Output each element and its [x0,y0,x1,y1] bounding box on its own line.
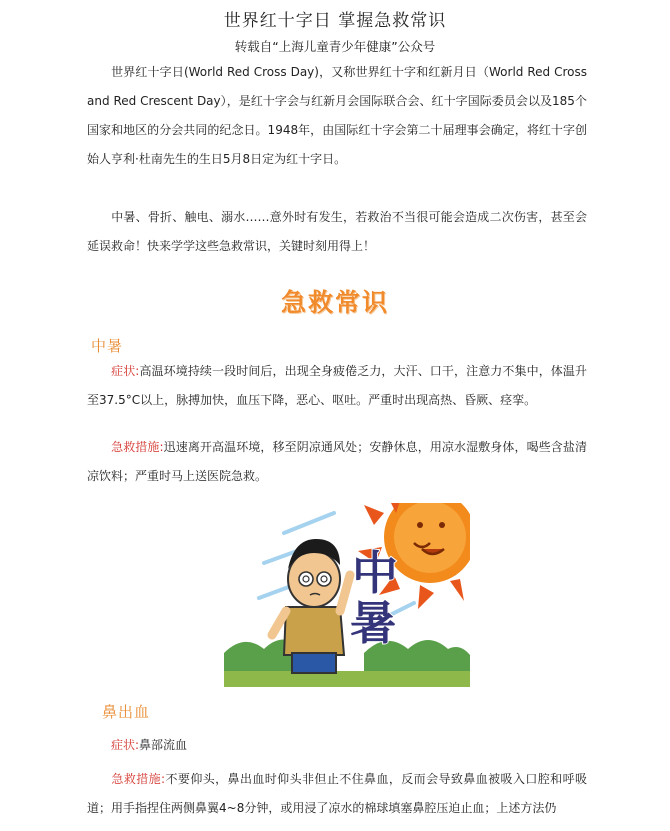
nosebleed-measures [87,765,587,823]
symptom-label: 症状: [111,738,140,752]
intro-paragraph-1-text: 世界红十字日(World Red Cross Day)，又称世界红十字和红新月日（World Red Cross and Red Crescent Day），是红十字会与红新月会国际联合会、红十字国际委员会以及185个国家和地区的分会共同的纪念日。1948年，由国际红十字会第二十届理事会确定，将红十字创始人亨利·杜南先生的生日5月8日定为红十字日。 [87,65,587,166]
topic-heatstroke-title: 中暑 [91,337,124,355]
source-line: 转载自“上海儿童青少年健康”公众号 [234,39,436,54]
measure-text: 不要仰头，鼻出血时仰头非但止不住鼻血，反而会导致鼻血被吸入口腔和呼吸道；用手指捏住两侧鼻翼4~8分钟，或用浸了凉水的棉球填塞鼻腔压迫止血；上述方法仍 [87,772,587,815]
heatstroke-measures [87,433,587,491]
intro-paragraph-2-text: 中暑、骨折、触电、溺水……意外时有发生，若救治不当很可能会造成二次伤害，甚至会延误救命！快来学学这些急救常识，关键时刻用得上！ [87,210,587,253]
heatstroke-symptoms [87,357,587,415]
illustration-char-2: 暑 [350,597,396,649]
intro-paragraph-2 [87,203,587,261]
intro-paragraph-1 [87,58,587,174]
nosebleed-symptoms [87,731,587,760]
heatstroke-illustration [224,503,470,687]
section-heading: 急救常识 [280,288,389,317]
illustration-char-1: 中 [352,547,398,599]
measure-text: 迅速离开高温环境，移至阴凉通风处；安静休息，用凉水湿敷身体，喝些含盐清凉饮料；严重时马上送医院急救。 [87,440,587,483]
symptom-label: 症状: [111,364,140,378]
measure-label: 急救措施: [111,772,166,786]
page-title: 世界红十字日 掌握急救常识 [223,11,447,31]
measure-label: 急救措施: [111,440,164,454]
symptom-text: 高温环境持续一段时间后，出现全身疲倦乏力，大汗、口干，注意力不集中，体温升至37.5°C以上，脉搏加快，血压下降，恶心、呕吐。严重时出现高热、昏厥、痉挛。 [87,364,587,407]
topic-nosebleed-title: 鼻出血 [102,703,151,721]
symptom-text: 鼻部流血 [139,738,188,752]
